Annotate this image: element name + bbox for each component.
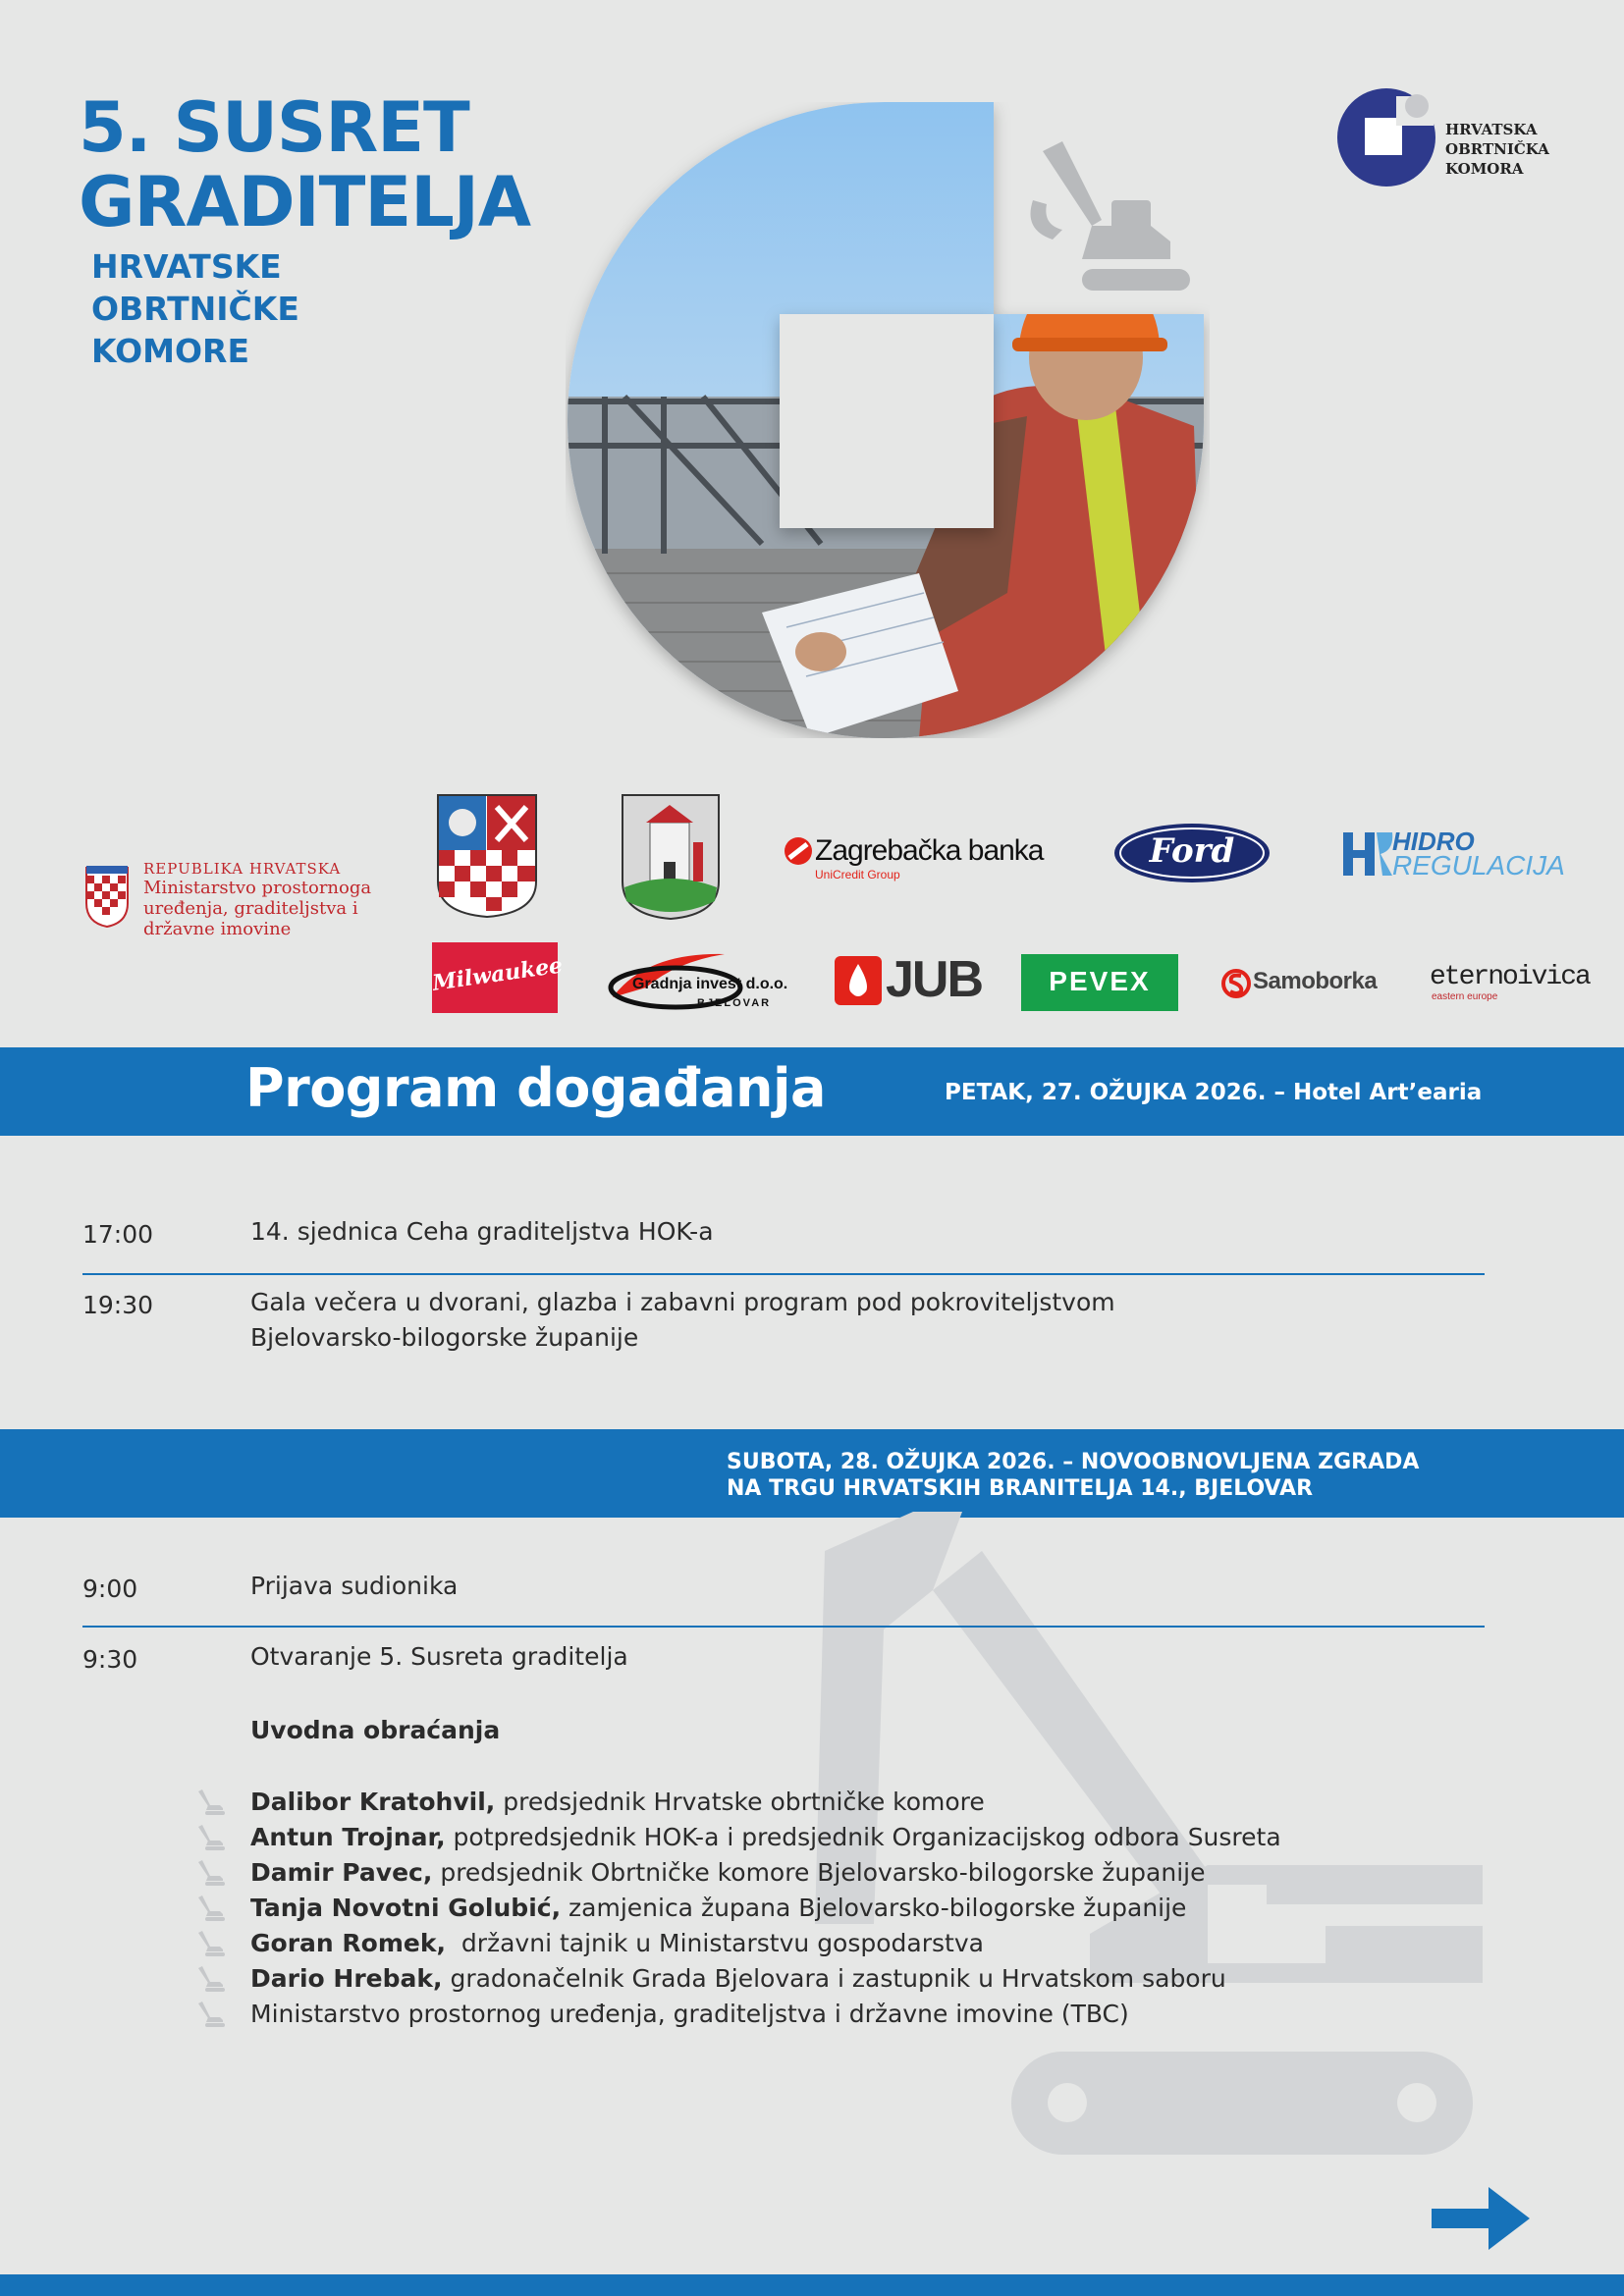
samoborka-wordmark: Samoborka — [1253, 968, 1378, 994]
ministry-name: Ministarstvo prostornoga uređenja, graditeljstva i državne imovine — [143, 878, 372, 939]
excavator-bullet-icon — [196, 1825, 226, 1850]
hidro-regulacija-logo — [1339, 825, 1565, 883]
zagrebacka-banka-logo — [784, 834, 1044, 883]
milwaukee-logo — [430, 942, 565, 1013]
speaker-item: Dario Hrebak, gradonačelnik Grada Bjelovara i zastupnik u Hrvatskom saboru — [196, 1961, 1281, 1997]
hero-construction-image — [566, 102, 1210, 738]
intro-speeches-heading: Uvodna obraćanja — [250, 1716, 501, 1744]
excavator-bullet-icon — [196, 1931, 226, 1956]
ford-logo — [1113, 823, 1271, 883]
gradnja-invest-name: Gradnja invest d.o.o. — [632, 976, 788, 992]
ford-wordmark: Ford — [1149, 831, 1235, 871]
day2-time-1: 9:00 — [82, 1575, 138, 1603]
speaker-item: Antun Trojnar, potpredsjednik HOK-a i predsjednik Organizacijskog odbora Susreta — [196, 1820, 1281, 1855]
speaker-item: Goran Romek, državni tajnik u Ministarstvu gospodarstva — [196, 1926, 1281, 1961]
unicredit-group-text: UniCredit Group — [815, 868, 900, 881]
eternoivica-wordmark: eternoivica — [1430, 962, 1590, 992]
day1-header: PETAK, 27. OŽUJKA 2026. – Hotel Art’earia — [945, 1080, 1483, 1105]
day1-time-1: 17:00 — [82, 1220, 154, 1249]
speaker-item: Tanja Novotni Golubić, zamjenica župana Bjelovarsko-bilogorske županije — [196, 1891, 1281, 1926]
divider — [82, 1626, 1485, 1628]
speaker-item: Ministarstvo prostornog uređenja, graditeljstva i državne imovine (TBC) — [196, 1997, 1281, 2032]
bjelovar-city-crest-icon — [621, 793, 721, 921]
program-banner — [0, 1047, 1624, 1136]
footer-bar — [0, 2274, 1624, 2296]
speaker-item: Damir Pavec, predsjednik Obrtničke komore Bjelovarsko-bilogorske županije — [196, 1855, 1281, 1891]
pevex-logo — [1021, 954, 1178, 1011]
day2-item-1: Prijava sudionika — [250, 1572, 459, 1600]
jub-wordmark: JUB — [886, 951, 983, 1008]
day2-item-2: Otvaranje 5. Susreta graditelja — [250, 1642, 628, 1671]
eternoivica-tagline: eastern europe — [1432, 991, 1498, 1002]
zagrebacka-banka-name: Zagrebačka banka — [815, 834, 1044, 867]
regulacija-text: REGULACIJA — [1392, 850, 1565, 881]
day2-banner — [0, 1429, 1624, 1518]
jub-logo — [835, 951, 983, 1008]
next-page-arrow-icon[interactable] — [1432, 2187, 1530, 2250]
samoborka-logo — [1221, 962, 1390, 1005]
day2-time-2: 9:30 — [82, 1645, 138, 1674]
excavator-bullet-icon — [196, 1966, 226, 1992]
milwaukee-wordmark: Milwaukee — [430, 952, 565, 996]
day1-time-2: 19:30 — [82, 1291, 154, 1319]
eternoivica-logo — [1430, 962, 1590, 1005]
excavator-bullet-icon — [196, 1896, 226, 1921]
bjelovar-county-crest-icon — [436, 793, 538, 919]
ministry-logo-text — [143, 860, 371, 939]
hok-logo-text: HRVATSKA OBRTNIČKA KOMORA — [1445, 121, 1549, 178]
gradnja-invest-logo — [607, 948, 788, 1015]
croatia-crest-icon — [84, 866, 130, 929]
event-title: 5. SUSRET GRADITELJA — [79, 87, 531, 242]
divider — [82, 1273, 1485, 1275]
pevex-wordmark: PEVEX — [1049, 966, 1151, 996]
excavator-bullet-icon — [196, 1789, 226, 1815]
excavator-bullet-icon — [196, 1860, 226, 1886]
speakers-list — [196, 1785, 1281, 2032]
speaker-item: Dalibor Kratohvil, predsjednik Hrvatske obrtničke komore — [196, 1785, 1281, 1820]
gradnja-invest-city: BJELOVAR — [697, 997, 772, 1009]
program-title: Program događanja — [245, 1057, 826, 1119]
day2-header: SUBOTA, 28. OŽUJKA 2026. – NOVOOBNOVLJENA ZGRADA NA TRGU HRVATSKIH BRANITELJA 14., BJELOVAR — [727, 1450, 1420, 1501]
excavator-bullet-icon — [196, 2002, 226, 2027]
day1-item-2: Gala večera u dvorani, glazba i zabavni program pod pokroviteljstvom Bjelovarsko-bilogorske županije — [250, 1288, 1115, 1352]
ministry-country: REPUBLIKA HRVATSKA — [143, 860, 342, 878]
event-subtitle: HRVATSKE OBRTNIČKE KOMORE — [91, 247, 299, 370]
hidro-text: HIDRO — [1392, 827, 1475, 856]
day1-item-1: 14. sjednica Ceha graditeljstva HOK-a — [250, 1217, 714, 1246]
